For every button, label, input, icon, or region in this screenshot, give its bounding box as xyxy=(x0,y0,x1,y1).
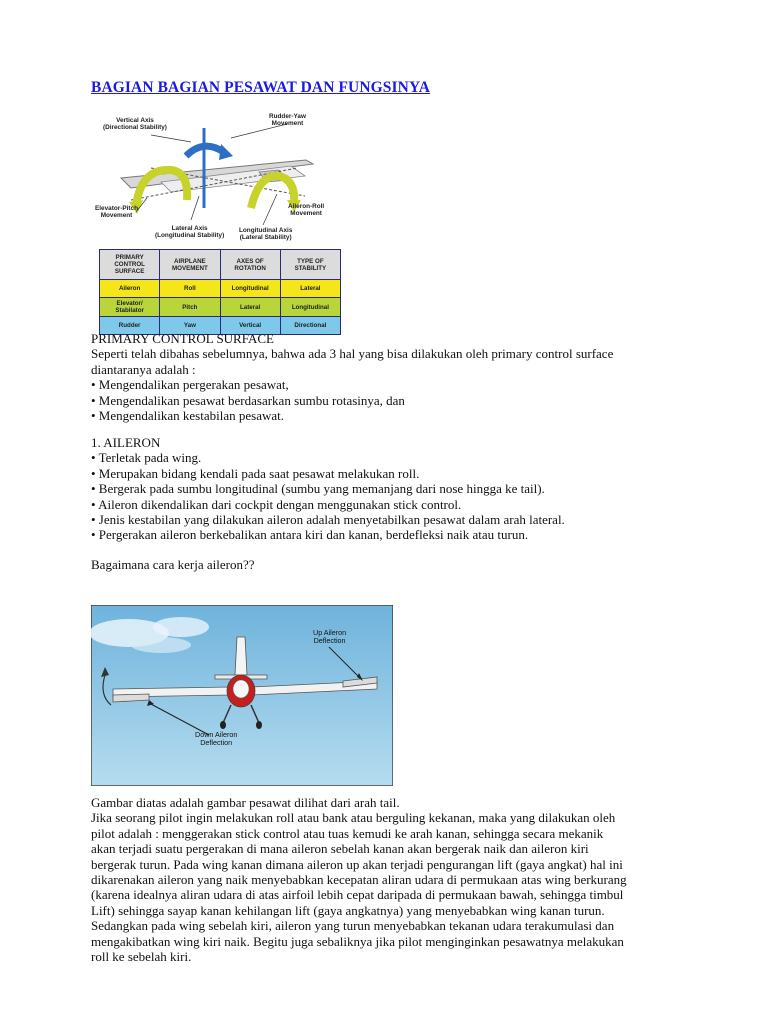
fuselage-window xyxy=(233,680,249,698)
header-axes-of-rotation: AXES OF ROTATION xyxy=(220,250,280,280)
explanation-line: Sedangkan pada wing sebelah kiri, aileron yang turun menyebabkan tekanan udara terakumulasi dan xyxy=(91,918,615,934)
table-cell: Rudder xyxy=(100,317,160,335)
table-row xyxy=(100,280,341,298)
yaw-arrowhead xyxy=(219,144,233,160)
explanation-line: pilot adalah : menggerakan stick control atau tuas kemudi ke arah kanan, sehingga secara mekanik xyxy=(91,825,604,841)
rear-view-illustration xyxy=(91,605,393,786)
aileron-heading: 1. AILERON xyxy=(91,435,161,450)
leader-vertical-axis xyxy=(151,135,191,142)
table-cell: Yaw xyxy=(160,317,220,335)
intro-bullet: • Mengendalikan pergerakan pesawat, xyxy=(91,377,289,393)
table-cell: Lateral xyxy=(220,298,280,317)
table-cell: Longitudinal xyxy=(280,298,340,317)
header-type-of-stability: TYPE OF STABILITY xyxy=(280,250,340,280)
label-elevator-pitch: Elevator-Pitch Movement xyxy=(95,205,138,219)
cloud xyxy=(131,637,191,653)
explanation-line: akan terjadi suatu pergerakan di mana aileron sebelah kanan akan bergerak naik dan aileron kiri xyxy=(91,841,589,857)
table-cell: Elevator/ Stabilator xyxy=(100,298,160,317)
aileron-bullet: • Bergerak pada sumbu longitudinal (sumbu yang memanjang dari nose hingga ke tail). xyxy=(91,481,545,497)
label-up-aileron: Up Aileron Deflection xyxy=(313,628,347,645)
intro-bullet: • Mengendalikan pesawat berdasarkan sumbu rotasinya, dan xyxy=(91,392,405,408)
section-heading: PRIMARY CONTROL SURFACE xyxy=(91,331,274,346)
intro-line: diantaranya adalah : xyxy=(91,361,196,377)
header-primary-control-surface: PRIMARY CONTROL SURFACE xyxy=(100,250,160,280)
explanation-line: mengakibatkan wing kiri naik. Begitu juga sebaliknya jika pilot menginginkan pesawatnya melakukan xyxy=(91,933,624,949)
table-cell: Aileron xyxy=(100,280,160,298)
explanation-line: bergerak turun. Pada wing kanan dimana aileron up akan terjadi pengurangan lift (gaya angkat) hal ini xyxy=(91,856,623,872)
document-title: BAGIAN BAGIAN PESAWAT DAN FUNGSINYA xyxy=(91,79,431,96)
control-axes-figure xyxy=(91,108,345,330)
table-cell: Directional xyxy=(280,317,340,335)
aileron-bullet: • Terletak pada wing. xyxy=(91,450,202,466)
label-vertical-axis: Vertical Axis (Directional Stability) xyxy=(103,117,167,131)
vertical-tail xyxy=(235,637,247,675)
aileron-bullet: • Pergerakan aileron berkebalikan antara kiri dan kanan, berdefleksi naik atau turun. xyxy=(91,527,529,543)
control-surface-table xyxy=(99,249,341,335)
explanation-line: dikarenakan aileron yang naik menyebabkan kecepatan aliran udara di permukaan atas wing berkurang xyxy=(91,872,627,887)
aileron-bullet: • Merupakan bidang kendali pada saat pesawat melakukan roll. xyxy=(91,465,420,481)
table-cell: Lateral xyxy=(280,280,340,298)
label-aileron-roll: Aileron-Roll Movement xyxy=(288,203,325,217)
table-cell: Roll xyxy=(160,280,220,298)
aileron-deflection-figure xyxy=(91,605,393,786)
explanation-line: Jika seorang pilot ingin melakukan roll atau bank atau berguling kekanan, maka yang dilakukan oleh xyxy=(91,810,616,826)
explanation-line: roll ke sebelah kiri. xyxy=(91,949,192,964)
cloud xyxy=(153,617,209,637)
leader-lateral-axis xyxy=(191,196,199,220)
label-down-aileron: Down Aileron Deflection xyxy=(195,730,238,747)
aileron-bullet: • Jenis kestabilan yang dilakukan aileron adalah menyetabilkan pesawat dalam arah lateral. xyxy=(91,512,565,527)
table-cell: Pitch xyxy=(160,298,220,317)
table-cell: Longitudinal xyxy=(220,280,280,298)
table-row xyxy=(100,298,341,317)
explanation-line: Gambar diatas adalah gambar pesawat dilihat dari arah tail. xyxy=(91,795,400,810)
table-header-row xyxy=(100,250,341,280)
label-lateral-axis: Lateral Axis (Longitudinal Stability) xyxy=(155,225,225,239)
question-text: Bagaimana cara kerja aileron?? xyxy=(91,557,255,572)
explanation-line: (karena idealnya aliran udara di atas airfoil lebih cepat daripada di permukaan bawah, sehingga timbul xyxy=(91,887,624,903)
intro-bullet: • Mengendalikan kestabilan pesawat. xyxy=(91,408,284,423)
leader-longitudinal-axis xyxy=(263,194,277,225)
table-cell: Vertical xyxy=(220,317,280,335)
header-airplane-movement: AIRPLANE MOVEMENT xyxy=(160,250,220,280)
intro-line: Seperti telah dibahas sebelumnya, bahwa ada 3 hal yang bisa dilakukan oleh primary control surface xyxy=(91,346,614,362)
label-rudder-yaw: Rudder-Yaw Movement xyxy=(269,113,306,127)
left-wheel xyxy=(220,721,226,729)
explanation-line: Lift) sehingga sayap kanan kehilangan lift (gaya angkatnya) yang menyebabkan wing kanan turun. xyxy=(91,902,605,918)
label-longitudinal-axis: Longitudinal Axis (Lateral Stability) xyxy=(239,227,293,241)
right-wheel xyxy=(256,721,262,729)
aileron-bullet: • Aileron dikendalikan dari cockpit dengan menggunakan stick control. xyxy=(91,496,462,512)
